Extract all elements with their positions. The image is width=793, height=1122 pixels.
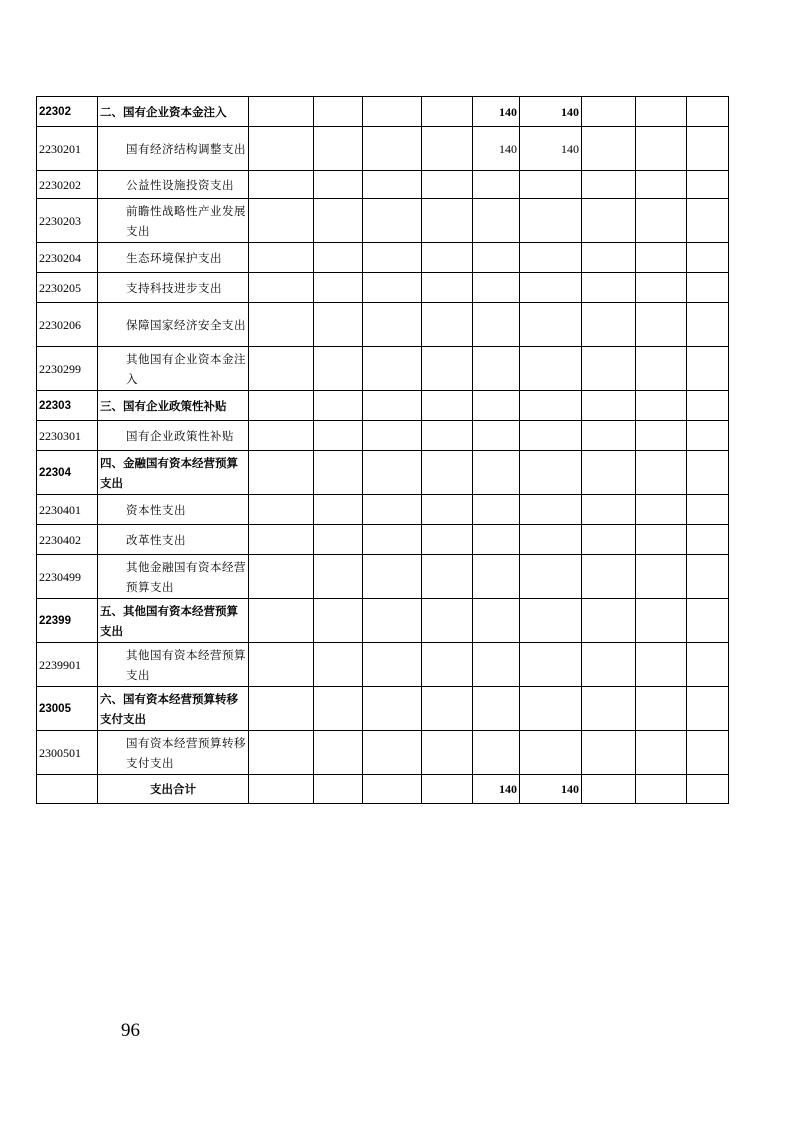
row-value: 140 — [473, 127, 520, 171]
expenditure-table — [36, 96, 729, 804]
row-code: 2230401 — [37, 495, 98, 525]
row-name: 二、国有企业资本金注入 — [98, 97, 249, 127]
row-code: 2230204 — [37, 243, 98, 273]
row-value: 140 — [520, 127, 582, 171]
row-code: 22399 — [37, 599, 98, 643]
row-value: 140 — [520, 97, 582, 127]
row-code: 2230402 — [37, 525, 98, 555]
row-code: 22303 — [37, 391, 98, 421]
row-code: 23005 — [37, 687, 98, 731]
table-row — [37, 303, 729, 347]
total-value: 140 — [520, 775, 582, 804]
row-name: 五、其他国有资本经营预算支出 — [98, 599, 249, 643]
row-name: 其他国有企业资本金注入 — [98, 347, 249, 391]
row-code: 2300501 — [37, 731, 98, 775]
table-row — [37, 555, 729, 599]
table-row — [37, 495, 729, 525]
page-number: 96 — [121, 1020, 140, 1041]
row-code: 2239901 — [37, 643, 98, 687]
row-name: 前瞻性战略性产业发展支出 — [98, 199, 249, 243]
row-value: 140 — [473, 97, 520, 127]
table-row — [37, 97, 729, 127]
table-row — [37, 687, 729, 731]
row-code: 2230499 — [37, 555, 98, 599]
row-code: 22302 — [37, 97, 98, 127]
row-name: 资本性支出 — [98, 495, 249, 525]
table-row — [37, 525, 729, 555]
row-name: 改革性支出 — [98, 525, 249, 555]
row-name: 国有资本经营预算转移支付支出 — [98, 731, 249, 775]
row-name: 国有企业政策性补贴 — [98, 421, 249, 451]
table-row — [37, 243, 729, 273]
row-code: 2230299 — [37, 347, 98, 391]
table-row — [37, 421, 729, 451]
row-name: 三、国有企业政策性补贴 — [98, 391, 249, 421]
row-name: 其他国有资本经营预算支出 — [98, 643, 249, 687]
table-row — [37, 643, 729, 687]
row-name: 生态环境保护支出 — [98, 243, 249, 273]
table-row — [37, 127, 729, 171]
row-name: 支持科技进步支出 — [98, 273, 249, 303]
row-name: 国有经济结构调整支出 — [98, 127, 249, 171]
row-code: 2230202 — [37, 171, 98, 199]
row-name: 六、国有资本经营预算转移支付支出 — [98, 687, 249, 731]
table-row — [37, 451, 729, 495]
table-row — [37, 731, 729, 775]
table-row — [37, 391, 729, 421]
total-row — [37, 775, 729, 804]
row-code: 2230205 — [37, 273, 98, 303]
table-row — [37, 347, 729, 391]
table-row — [37, 599, 729, 643]
row-code: 2230206 — [37, 303, 98, 347]
total-value: 140 — [473, 775, 520, 804]
row-name: 其他金融国有资本经营预算支出 — [98, 555, 249, 599]
total-label: 支出合计 — [98, 775, 249, 804]
row-name: 公益性设施投资支出 — [98, 171, 249, 199]
table-row — [37, 273, 729, 303]
row-code: 22304 — [37, 451, 98, 495]
row-name: 四、金融国有资本经营预算支出 — [98, 451, 249, 495]
table-row — [37, 199, 729, 243]
row-code: 2230301 — [37, 421, 98, 451]
row-name: 保障国家经济安全支出 — [98, 303, 249, 347]
table-row — [37, 171, 729, 199]
row-code: 2230203 — [37, 199, 98, 243]
row-code: 2230201 — [37, 127, 98, 171]
